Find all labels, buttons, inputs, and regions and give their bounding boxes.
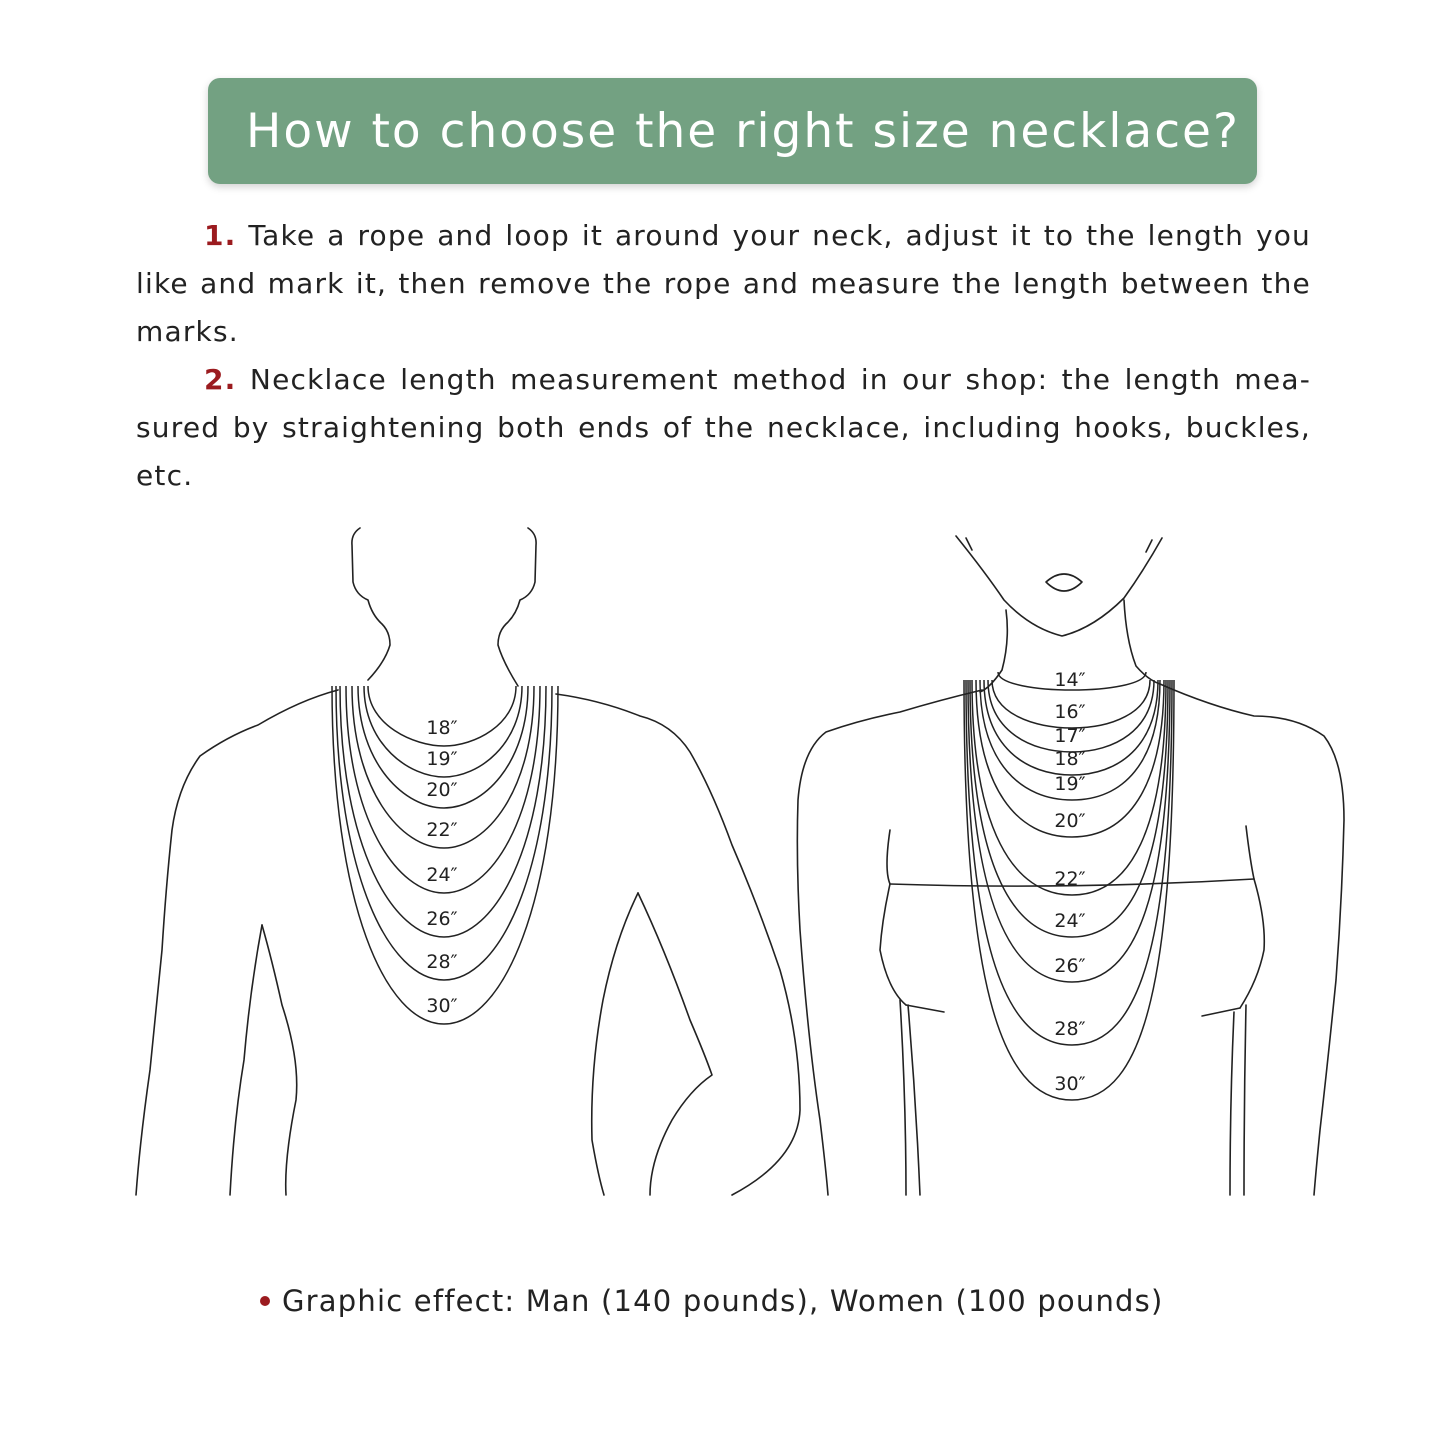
instruction-step-1	[136, 212, 1311, 356]
man-size-labels	[426, 717, 457, 1017]
woman-body-outline	[1160, 684, 1344, 1195]
size-label: 20″	[1054, 810, 1086, 832]
woman-arm-outline	[887, 830, 890, 884]
step-text: Necklace length measurement method in our shop: the length mea-sured by straightening both ends of the necklace, including hooks, buckles, etc.	[136, 363, 1311, 492]
woman-jaw-outline	[966, 538, 972, 550]
size-label: 19″	[426, 748, 458, 770]
man-head-outline	[352, 528, 390, 680]
size-label: 22″	[1054, 868, 1086, 890]
woman-size-labels	[1054, 669, 1085, 1095]
woman-jaw-outline	[1146, 540, 1152, 552]
bullet-icon	[260, 1296, 270, 1306]
size-label: 20″	[426, 779, 458, 801]
man-arm-outline	[638, 893, 712, 1195]
woman-bust-outline	[880, 884, 906, 1005]
size-label: 16″	[1054, 701, 1086, 723]
size-label: 18″	[1054, 748, 1086, 770]
size-label: 17″	[1054, 725, 1086, 747]
man-body-outline	[556, 694, 800, 1195]
size-label: 22″	[426, 819, 458, 841]
woman-torso-outline	[906, 1005, 944, 1012]
size-label: 14″	[1054, 669, 1086, 691]
page-title: How to choose the right size necklace?	[246, 103, 1240, 159]
size-label: 30″	[1054, 1073, 1086, 1095]
woman-torso-outline	[1230, 1012, 1234, 1195]
man-arm-outline	[592, 893, 638, 1195]
size-label: 26″	[1054, 955, 1086, 977]
woman-mouth-outline	[1046, 574, 1082, 591]
woman-jaw-outline	[956, 536, 1162, 636]
woman-torso-outline	[900, 1000, 906, 1195]
graphic-effect-note	[260, 1284, 1163, 1318]
instruction-step-2	[136, 356, 1311, 500]
size-label: 24″	[1054, 910, 1086, 932]
size-label: 24″	[426, 864, 458, 886]
woman-neck-outline	[1124, 600, 1160, 684]
size-label: 28″	[1054, 1018, 1086, 1040]
size-label: 30″	[426, 995, 458, 1017]
woman-bust-outline	[1240, 879, 1264, 1008]
footnote-text: Graphic effect: Man (140 pounds), Women (100 pounds)	[282, 1284, 1164, 1318]
step-number: 1.	[204, 219, 237, 252]
woman-arm-outline	[1246, 826, 1254, 879]
instructions	[136, 212, 1311, 500]
man-arm-outline	[230, 925, 262, 1195]
necklace-size-illustration	[0, 520, 1445, 1210]
man-head-outline	[498, 528, 536, 686]
man-arm-outline	[262, 925, 297, 1195]
woman-torso-outline	[908, 1005, 920, 1195]
woman-torso-outline	[1244, 1005, 1246, 1195]
size-label: 26″	[426, 908, 458, 930]
step-text: Take a rope and loop it around your neck, adjust it to the length you like and mark it, then remove the rope and measure the length between the marks.	[136, 219, 1311, 348]
size-diagram-svg	[0, 520, 1445, 1210]
woman-figure	[797, 536, 1344, 1195]
man-body-outline	[136, 690, 338, 1195]
size-label: 28″	[426, 951, 458, 973]
man-figure	[136, 528, 800, 1195]
size-label: 19″	[1054, 773, 1086, 795]
step-number: 2.	[204, 363, 237, 396]
title-banner	[208, 78, 1257, 184]
woman-body-outline	[797, 690, 982, 1195]
size-label: 18″	[426, 717, 458, 739]
